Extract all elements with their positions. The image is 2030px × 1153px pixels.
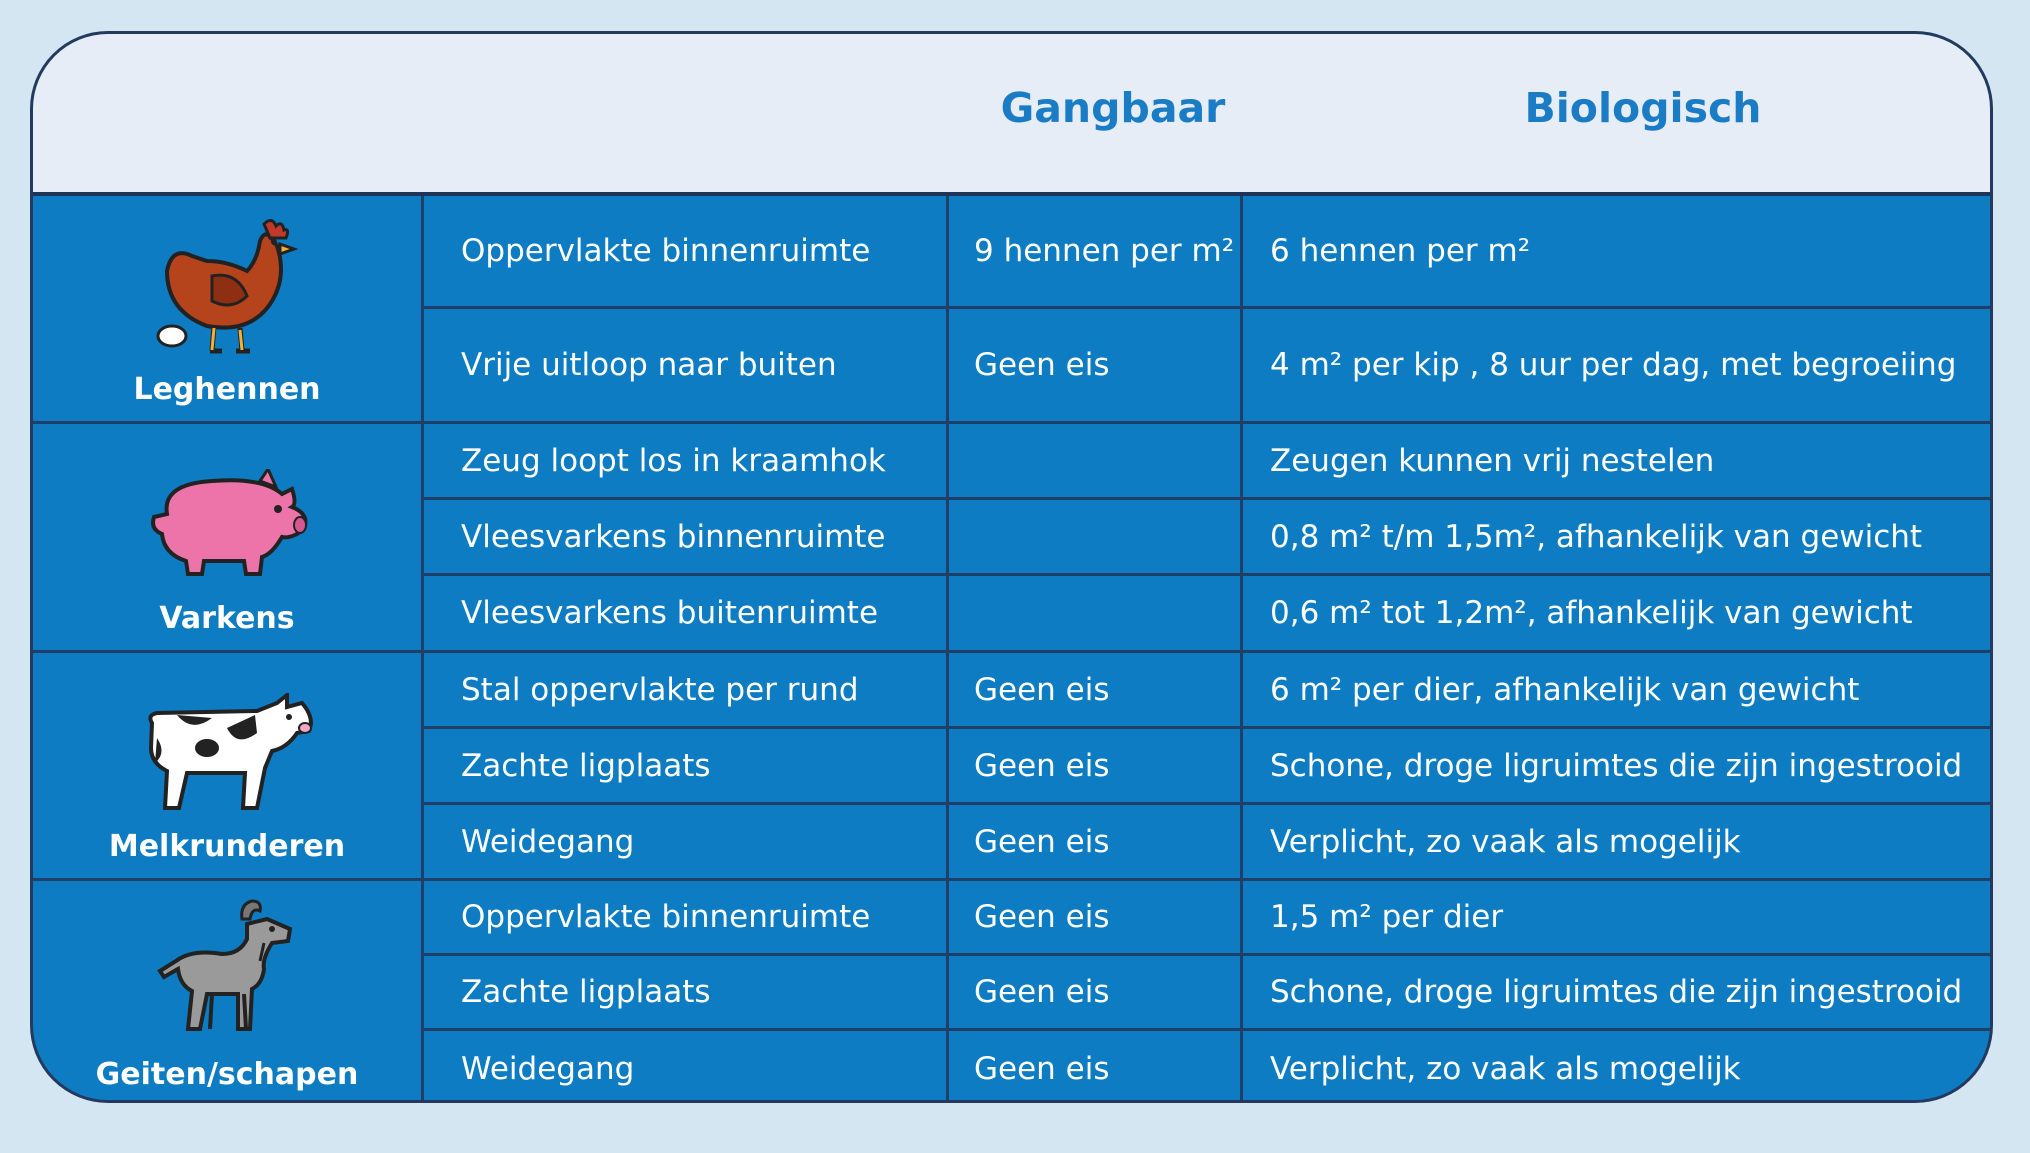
cell-gangbaar: Geen eis [949, 881, 1243, 953]
cow-icon [137, 693, 317, 813]
cell-biologisch: Verplicht, zo vaak als mogelijk [1270, 1050, 1741, 1087]
table-row [424, 309, 1990, 424]
cell-gangbaar: Geen eis [949, 956, 1243, 1028]
cell-aspect: Vleesvarkens buitenruimte [424, 576, 949, 650]
chicken-icon [152, 216, 302, 356]
cell-gangbaar [949, 576, 1243, 650]
animal-label: Varkens [159, 601, 295, 636]
goat-icon [152, 899, 302, 1039]
column-heading-gangbaar: Gangbaar [1000, 84, 1226, 132]
animal-group-melkrunderen [33, 653, 424, 881]
cell-aspect: Oppervlakte binnenruimte [424, 881, 949, 953]
table-row [424, 500, 1990, 576]
column-heading-biologisch: Biologisch [1524, 84, 1762, 132]
cell-biologisch: 6 m² per dier, afhankelijk van gewicht [1270, 671, 1860, 708]
table-row [424, 576, 1990, 653]
cell-biologisch: 6 hennen per m² [1270, 233, 1531, 269]
cell-biologisch: 1,5 m² per dier [1270, 899, 1504, 935]
cell-biologisch: Zeugen kunnen vrij nestelen [1270, 442, 1715, 479]
animal-group-leghennen [33, 196, 424, 424]
cell-aspect: Vrije uitloop naar buiten [424, 309, 949, 421]
cell-aspect: Zachte ligplaats [424, 956, 949, 1028]
cell-gangbaar: Geen eis [949, 805, 1243, 878]
cell-gangbaar: Geen eis [949, 1031, 1243, 1103]
cell-aspect: Vleesvarkens binnenruimte [424, 500, 949, 573]
cell-biologisch: 0,6 m² tot 1,2m², afhankelijk van gewicht [1270, 595, 1913, 631]
cell-aspect: Oppervlakte binnenruimte [424, 196, 949, 306]
table-row [424, 424, 1990, 500]
cell-gangbaar: Geen eis [949, 309, 1243, 421]
cell-biologisch: Schone, droge ligruimtes die zijn ingestrooid [1270, 974, 1963, 1010]
cell-biologisch: 0,8 m² t/m 1,5m², afhankelijk van gewicht [1270, 518, 1923, 555]
animal-group-varkens [33, 424, 424, 653]
cell-biologisch: 4 m² per kip , 8 uur per dag, met begroeiing [1270, 347, 1957, 383]
cell-biologisch: Verplicht, zo vaak als mogelijk [1270, 823, 1741, 860]
animal-label: Geiten/schapen [95, 1057, 359, 1092]
pig-icon [142, 469, 312, 579]
cell-gangbaar [949, 424, 1243, 497]
cell-aspect: Weidegang [424, 1031, 949, 1103]
cell-gangbaar: Geen eis [949, 653, 1243, 726]
comparison-table [30, 31, 1993, 1103]
animal-label: Melkrunderen [108, 829, 346, 864]
cell-aspect: Stal oppervlakte per rund [424, 653, 949, 726]
table-header [33, 34, 1990, 196]
cell-gangbaar: 9 hennen per m² [949, 196, 1243, 306]
animal-label: Leghennen [133, 372, 321, 407]
table-row [424, 956, 1990, 1031]
table-body [33, 196, 1990, 1100]
table-row [424, 881, 1990, 956]
cell-aspect: Zeug loopt los in kraamhok [424, 424, 949, 497]
cell-gangbaar [949, 500, 1243, 573]
table-row [424, 805, 1990, 881]
table-row [424, 729, 1990, 805]
cell-aspect: Weidegang [424, 805, 949, 878]
cell-gangbaar: Geen eis [949, 729, 1243, 802]
cell-biologisch: Schone, droge ligruimtes die zijn ingestrooid [1270, 747, 1963, 784]
table-row [424, 1031, 1990, 1103]
animal-group-geiten-schapen [33, 881, 424, 1103]
table-row [424, 196, 1990, 309]
table-row [424, 653, 1990, 729]
cell-aspect: Zachte ligplaats [424, 729, 949, 802]
